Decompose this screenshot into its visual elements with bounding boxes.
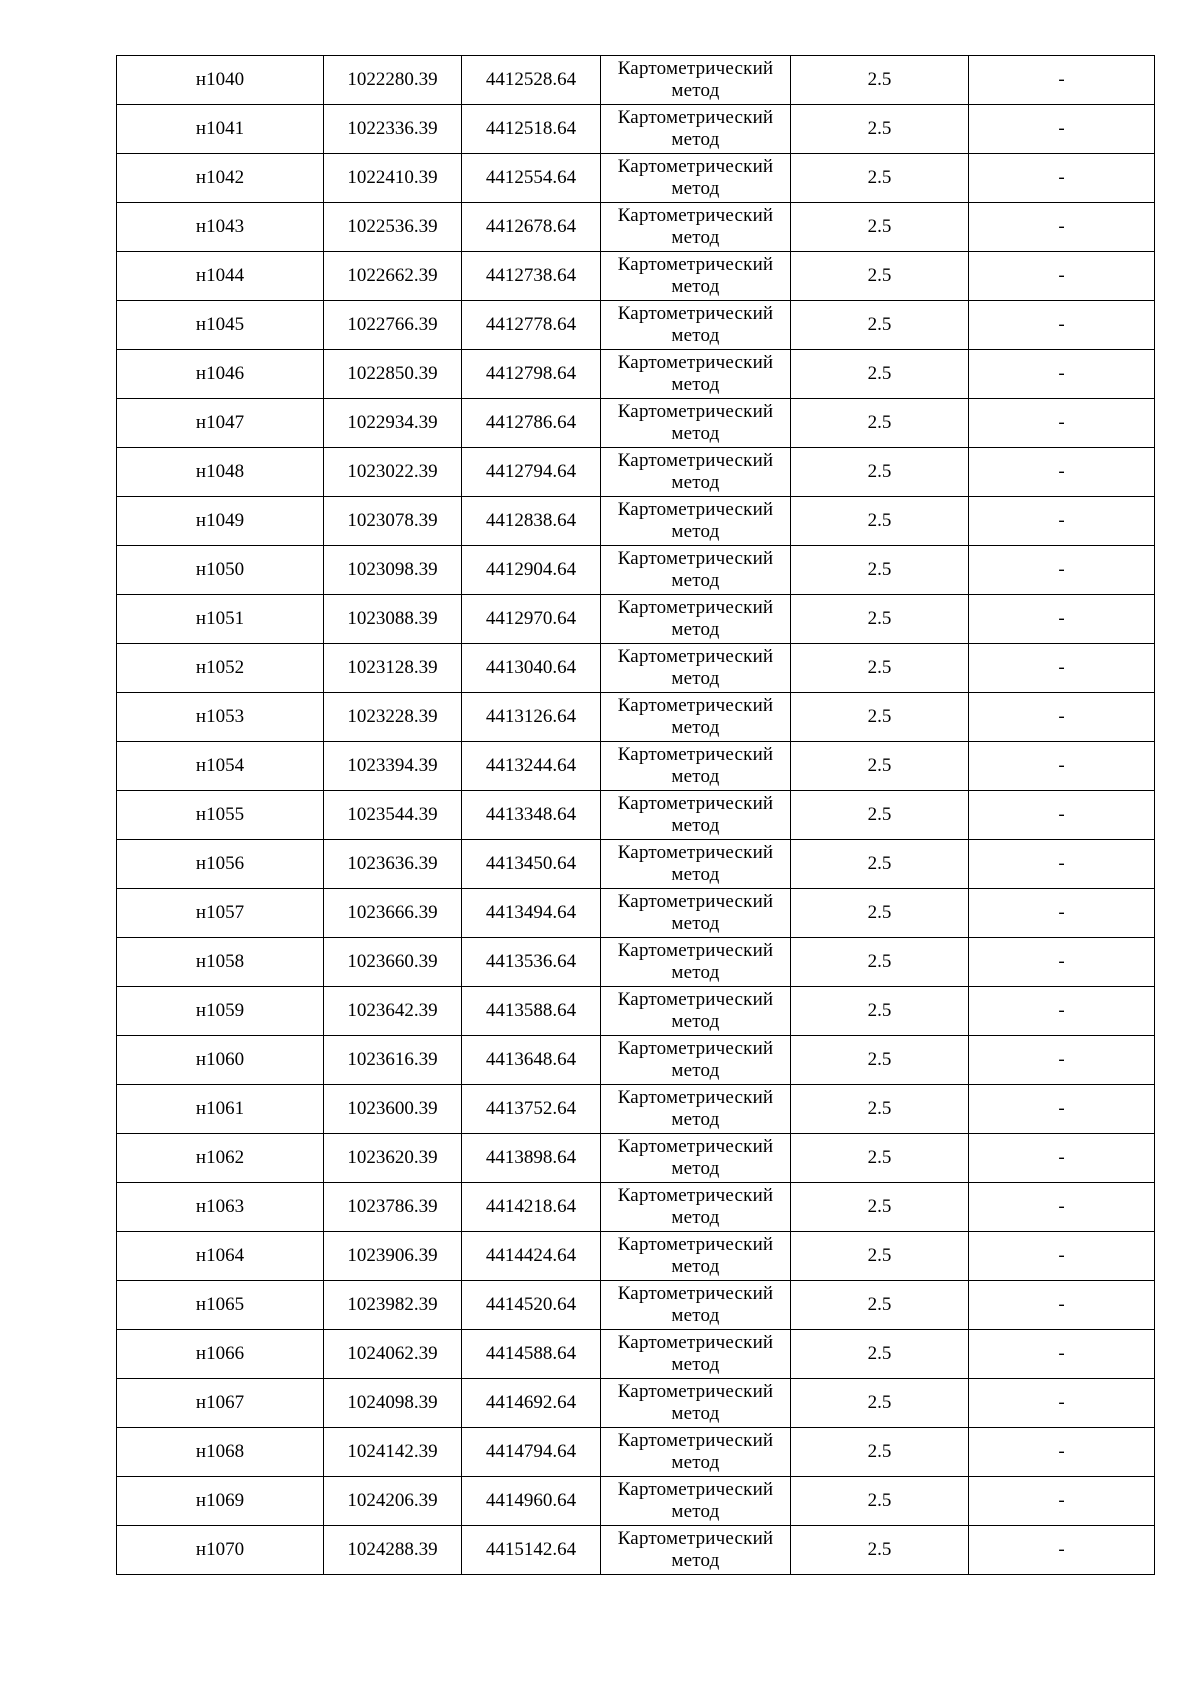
accuracy-cell: 2.5 [791, 1134, 969, 1183]
y-coordinate-cell: 4412778.64 [462, 301, 601, 350]
method-cell [601, 56, 791, 105]
method-cell [601, 1330, 791, 1379]
method-cell [601, 1428, 791, 1477]
table-row [117, 1183, 1155, 1232]
y-coordinate-cell: 4413648.64 [462, 1036, 601, 1085]
point-number-cell: н1055 [117, 791, 324, 840]
accuracy-cell: 2.5 [791, 448, 969, 497]
note-cell: - [969, 252, 1155, 301]
table-row [117, 791, 1155, 840]
table-row [117, 1477, 1155, 1526]
y-coordinate-cell: 4414692.64 [462, 1379, 601, 1428]
point-number-cell: н1067 [117, 1379, 324, 1428]
method-line-2: метод [671, 129, 720, 150]
y-coordinate-cell: 4412794.64 [462, 448, 601, 497]
point-number-cell: н1061 [117, 1085, 324, 1134]
point-number-cell: н1043 [117, 203, 324, 252]
method-cell [601, 105, 791, 154]
x-coordinate-cell: 1022336.39 [324, 105, 462, 154]
method-line-1: Картометрический [617, 1038, 774, 1059]
note-cell: - [969, 742, 1155, 791]
method-line-2: метод [671, 668, 720, 689]
table-row [117, 1526, 1155, 1575]
table-row [117, 1036, 1155, 1085]
table-row [117, 301, 1155, 350]
x-coordinate-cell: 1022934.39 [324, 399, 462, 448]
y-coordinate-cell: 4415142.64 [462, 1526, 601, 1575]
note-cell: - [969, 644, 1155, 693]
accuracy-cell: 2.5 [791, 105, 969, 154]
x-coordinate-cell: 1024288.39 [324, 1526, 462, 1575]
x-coordinate-cell: 1023660.39 [324, 938, 462, 987]
point-number-cell: н1049 [117, 497, 324, 546]
table-row [117, 203, 1155, 252]
y-coordinate-cell: 4414520.64 [462, 1281, 601, 1330]
y-coordinate-cell: 4412518.64 [462, 105, 601, 154]
point-number-cell: н1058 [117, 938, 324, 987]
point-number-cell: н1041 [117, 105, 324, 154]
y-coordinate-cell: 4413126.64 [462, 693, 601, 742]
note-cell: - [969, 56, 1155, 105]
method-cell [601, 1183, 791, 1232]
table-row [117, 1134, 1155, 1183]
point-number-cell: н1047 [117, 399, 324, 448]
method-line-1: Картометрический [617, 1528, 774, 1549]
note-cell: - [969, 595, 1155, 644]
accuracy-cell: 2.5 [791, 56, 969, 105]
note-cell: - [969, 546, 1155, 595]
point-number-cell: н1057 [117, 889, 324, 938]
x-coordinate-cell: 1024098.39 [324, 1379, 462, 1428]
accuracy-cell: 2.5 [791, 1232, 969, 1281]
method-cell [601, 595, 791, 644]
y-coordinate-cell: 4414424.64 [462, 1232, 601, 1281]
method-cell [601, 203, 791, 252]
accuracy-cell: 2.5 [791, 350, 969, 399]
note-cell: - [969, 1526, 1155, 1575]
y-coordinate-cell: 4412554.64 [462, 154, 601, 203]
x-coordinate-cell: 1023616.39 [324, 1036, 462, 1085]
x-coordinate-cell: 1023600.39 [324, 1085, 462, 1134]
y-coordinate-cell: 4414218.64 [462, 1183, 601, 1232]
method-cell [601, 791, 791, 840]
table-row [117, 252, 1155, 301]
accuracy-cell: 2.5 [791, 154, 969, 203]
point-number-cell: н1050 [117, 546, 324, 595]
method-line-2: метод [671, 864, 720, 885]
note-cell: - [969, 987, 1155, 1036]
method-line-2: метод [671, 717, 720, 738]
accuracy-cell: 2.5 [791, 693, 969, 742]
point-number-cell: н1044 [117, 252, 324, 301]
method-line-1: Картометрический [617, 1479, 774, 1500]
method-line-1: Картометрический [617, 499, 774, 520]
note-cell: - [969, 1379, 1155, 1428]
y-coordinate-cell: 4414588.64 [462, 1330, 601, 1379]
x-coordinate-cell: 1023982.39 [324, 1281, 462, 1330]
y-coordinate-cell: 4413898.64 [462, 1134, 601, 1183]
method-line-2: метод [671, 178, 720, 199]
table-row [117, 840, 1155, 889]
accuracy-cell: 2.5 [791, 1281, 969, 1330]
method-line-1: Картометрический [617, 1283, 774, 1304]
table-row [117, 448, 1155, 497]
note-cell: - [969, 399, 1155, 448]
method-line-1: Картометрический [617, 744, 774, 765]
method-line-2: метод [671, 570, 720, 591]
table-row [117, 56, 1155, 105]
y-coordinate-cell: 4413588.64 [462, 987, 601, 1036]
note-cell: - [969, 791, 1155, 840]
method-line-1: Картометрический [617, 205, 774, 226]
table-row [117, 889, 1155, 938]
method-line-2: метод [671, 619, 720, 640]
method-line-2: метод [671, 913, 720, 934]
method-line-2: метод [671, 80, 720, 101]
table-row [117, 105, 1155, 154]
method-line-2: метод [671, 227, 720, 248]
method-line-1: Картометрический [617, 793, 774, 814]
method-line-1: Картометрический [617, 1430, 774, 1451]
x-coordinate-cell: 1023906.39 [324, 1232, 462, 1281]
accuracy-cell: 2.5 [791, 840, 969, 889]
method-cell [601, 644, 791, 693]
note-cell: - [969, 1330, 1155, 1379]
table-row [117, 1232, 1155, 1281]
x-coordinate-cell: 1022536.39 [324, 203, 462, 252]
method-line-2: метод [671, 766, 720, 787]
method-cell [601, 301, 791, 350]
method-line-1: Картометрический [617, 1185, 774, 1206]
note-cell: - [969, 448, 1155, 497]
method-cell [601, 448, 791, 497]
x-coordinate-cell: 1022280.39 [324, 56, 462, 105]
point-number-cell: н1048 [117, 448, 324, 497]
method-cell [601, 1526, 791, 1575]
accuracy-cell: 2.5 [791, 938, 969, 987]
x-coordinate-cell: 1023620.39 [324, 1134, 462, 1183]
point-number-cell: н1065 [117, 1281, 324, 1330]
table-row [117, 546, 1155, 595]
x-coordinate-cell: 1023786.39 [324, 1183, 462, 1232]
method-line-2: метод [671, 962, 720, 983]
note-cell: - [969, 497, 1155, 546]
accuracy-cell: 2.5 [791, 1526, 969, 1575]
table-row [117, 595, 1155, 644]
method-line-1: Картометрический [617, 58, 774, 79]
method-cell [601, 546, 791, 595]
method-line-1: Картометрический [617, 352, 774, 373]
point-number-cell: н1051 [117, 595, 324, 644]
y-coordinate-cell: 4412798.64 [462, 350, 601, 399]
method-cell [601, 840, 791, 889]
accuracy-cell: 2.5 [791, 252, 969, 301]
method-line-1: Картометрический [617, 1381, 774, 1402]
point-number-cell: н1042 [117, 154, 324, 203]
point-number-cell: н1063 [117, 1183, 324, 1232]
x-coordinate-cell: 1023228.39 [324, 693, 462, 742]
method-line-2: метод [671, 1109, 720, 1130]
point-number-cell: н1066 [117, 1330, 324, 1379]
table-row [117, 987, 1155, 1036]
accuracy-cell: 2.5 [791, 595, 969, 644]
method-line-2: метод [671, 1550, 720, 1571]
method-line-1: Картометрический [617, 450, 774, 471]
accuracy-cell: 2.5 [791, 1477, 969, 1526]
x-coordinate-cell: 1023394.39 [324, 742, 462, 791]
note-cell: - [969, 1036, 1155, 1085]
accuracy-cell: 2.5 [791, 1036, 969, 1085]
method-line-2: метод [671, 521, 720, 542]
table-row [117, 742, 1155, 791]
y-coordinate-cell: 4413450.64 [462, 840, 601, 889]
table-row [117, 644, 1155, 693]
method-cell [601, 987, 791, 1036]
x-coordinate-cell: 1022410.39 [324, 154, 462, 203]
x-coordinate-cell: 1023636.39 [324, 840, 462, 889]
method-cell [601, 497, 791, 546]
coordinates-table [116, 55, 1155, 1575]
method-cell [601, 154, 791, 203]
point-number-cell: н1056 [117, 840, 324, 889]
method-line-1: Картометрический [617, 1332, 774, 1353]
method-line-1: Картометрический [617, 891, 774, 912]
accuracy-cell: 2.5 [791, 1330, 969, 1379]
note-cell: - [969, 938, 1155, 987]
method-line-2: метод [671, 1060, 720, 1081]
accuracy-cell: 2.5 [791, 203, 969, 252]
method-line-2: метод [671, 1158, 720, 1179]
note-cell: - [969, 1085, 1155, 1134]
note-cell: - [969, 1183, 1155, 1232]
table-row [117, 154, 1155, 203]
x-coordinate-cell: 1023544.39 [324, 791, 462, 840]
accuracy-cell: 2.5 [791, 1183, 969, 1232]
method-line-1: Картометрический [617, 548, 774, 569]
y-coordinate-cell: 4413348.64 [462, 791, 601, 840]
method-cell [601, 350, 791, 399]
point-number-cell: н1068 [117, 1428, 324, 1477]
method-line-1: Картометрический [617, 156, 774, 177]
method-line-1: Картометрический [617, 842, 774, 863]
method-line-2: метод [671, 472, 720, 493]
accuracy-cell: 2.5 [791, 399, 969, 448]
x-coordinate-cell: 1024206.39 [324, 1477, 462, 1526]
method-cell [601, 1477, 791, 1526]
method-line-2: метод [671, 423, 720, 444]
note-cell: - [969, 1477, 1155, 1526]
method-line-2: метод [671, 1305, 720, 1326]
y-coordinate-cell: 4412738.64 [462, 252, 601, 301]
method-cell [601, 1036, 791, 1085]
method-line-1: Картометрический [617, 303, 774, 324]
accuracy-cell: 2.5 [791, 1428, 969, 1477]
point-number-cell: н1054 [117, 742, 324, 791]
accuracy-cell: 2.5 [791, 1379, 969, 1428]
y-coordinate-cell: 4413494.64 [462, 889, 601, 938]
method-cell [601, 1232, 791, 1281]
method-cell [601, 693, 791, 742]
method-line-1: Картометрический [617, 1234, 774, 1255]
point-number-cell: н1046 [117, 350, 324, 399]
method-cell [601, 1134, 791, 1183]
method-line-2: метод [671, 1403, 720, 1424]
table-row [117, 1379, 1155, 1428]
table-row [117, 497, 1155, 546]
point-number-cell: н1060 [117, 1036, 324, 1085]
method-line-2: метод [671, 1501, 720, 1522]
method-line-2: метод [671, 1256, 720, 1277]
x-coordinate-cell: 1023642.39 [324, 987, 462, 1036]
note-cell: - [969, 889, 1155, 938]
x-coordinate-cell: 1023666.39 [324, 889, 462, 938]
y-coordinate-cell: 4413536.64 [462, 938, 601, 987]
table-row [117, 1085, 1155, 1134]
method-line-2: метод [671, 815, 720, 836]
method-line-2: метод [671, 1207, 720, 1228]
x-coordinate-cell: 1022766.39 [324, 301, 462, 350]
table-row [117, 693, 1155, 742]
point-number-cell: н1059 [117, 987, 324, 1036]
method-line-1: Картометрический [617, 695, 774, 716]
accuracy-cell: 2.5 [791, 1085, 969, 1134]
method-cell [601, 252, 791, 301]
x-coordinate-cell: 1024142.39 [324, 1428, 462, 1477]
method-cell [601, 742, 791, 791]
point-number-cell: н1045 [117, 301, 324, 350]
method-cell [601, 1085, 791, 1134]
table-row [117, 1281, 1155, 1330]
note-cell: - [969, 1428, 1155, 1477]
note-cell: - [969, 1281, 1155, 1330]
point-number-cell: н1053 [117, 693, 324, 742]
note-cell: - [969, 105, 1155, 154]
accuracy-cell: 2.5 [791, 987, 969, 1036]
note-cell: - [969, 840, 1155, 889]
method-line-1: Картометрический [617, 254, 774, 275]
point-number-cell: н1040 [117, 56, 324, 105]
y-coordinate-cell: 4412838.64 [462, 497, 601, 546]
x-coordinate-cell: 1022662.39 [324, 252, 462, 301]
y-coordinate-cell: 4414794.64 [462, 1428, 601, 1477]
method-cell [601, 1379, 791, 1428]
note-cell: - [969, 154, 1155, 203]
method-line-1: Картометрический [617, 646, 774, 667]
x-coordinate-cell: 1024062.39 [324, 1330, 462, 1379]
x-coordinate-cell: 1023088.39 [324, 595, 462, 644]
method-line-1: Картометрический [617, 401, 774, 422]
point-number-cell: н1069 [117, 1477, 324, 1526]
x-coordinate-cell: 1022850.39 [324, 350, 462, 399]
method-cell [601, 399, 791, 448]
y-coordinate-cell: 4413040.64 [462, 644, 601, 693]
method-cell [601, 889, 791, 938]
point-number-cell: н1052 [117, 644, 324, 693]
method-line-2: метод [671, 276, 720, 297]
table-row [117, 938, 1155, 987]
method-line-2: метод [671, 1354, 720, 1375]
method-line-1: Картометрический [617, 107, 774, 128]
method-cell [601, 1281, 791, 1330]
x-coordinate-cell: 1023128.39 [324, 644, 462, 693]
method-line-2: метод [671, 374, 720, 395]
note-cell: - [969, 1232, 1155, 1281]
y-coordinate-cell: 4412786.64 [462, 399, 601, 448]
method-line-2: метод [671, 1011, 720, 1032]
point-number-cell: н1064 [117, 1232, 324, 1281]
point-number-cell: н1070 [117, 1526, 324, 1575]
accuracy-cell: 2.5 [791, 791, 969, 840]
method-line-1: Картометрический [617, 1087, 774, 1108]
method-line-2: метод [671, 1452, 720, 1473]
note-cell: - [969, 693, 1155, 742]
y-coordinate-cell: 4412528.64 [462, 56, 601, 105]
method-cell [601, 938, 791, 987]
y-coordinate-cell: 4414960.64 [462, 1477, 601, 1526]
point-number-cell: н1062 [117, 1134, 324, 1183]
y-coordinate-cell: 4412904.64 [462, 546, 601, 595]
table-row [117, 1330, 1155, 1379]
table-row [117, 1428, 1155, 1477]
note-cell: - [969, 1134, 1155, 1183]
y-coordinate-cell: 4413244.64 [462, 742, 601, 791]
note-cell: - [969, 350, 1155, 399]
method-line-1: Картометрический [617, 597, 774, 618]
table-row [117, 350, 1155, 399]
accuracy-cell: 2.5 [791, 546, 969, 595]
y-coordinate-cell: 4412970.64 [462, 595, 601, 644]
accuracy-cell: 2.5 [791, 644, 969, 693]
x-coordinate-cell: 1023098.39 [324, 546, 462, 595]
accuracy-cell: 2.5 [791, 889, 969, 938]
note-cell: - [969, 301, 1155, 350]
method-line-1: Картометрический [617, 1136, 774, 1157]
accuracy-cell: 2.5 [791, 742, 969, 791]
accuracy-cell: 2.5 [791, 497, 969, 546]
x-coordinate-cell: 1023078.39 [324, 497, 462, 546]
table-row [117, 399, 1155, 448]
accuracy-cell: 2.5 [791, 301, 969, 350]
method-line-1: Картометрический [617, 940, 774, 961]
x-coordinate-cell: 1023022.39 [324, 448, 462, 497]
method-line-1: Картометрический [617, 989, 774, 1010]
note-cell: - [969, 203, 1155, 252]
method-line-2: метод [671, 325, 720, 346]
coordinates-table-body [117, 56, 1155, 1575]
y-coordinate-cell: 4412678.64 [462, 203, 601, 252]
y-coordinate-cell: 4413752.64 [462, 1085, 601, 1134]
